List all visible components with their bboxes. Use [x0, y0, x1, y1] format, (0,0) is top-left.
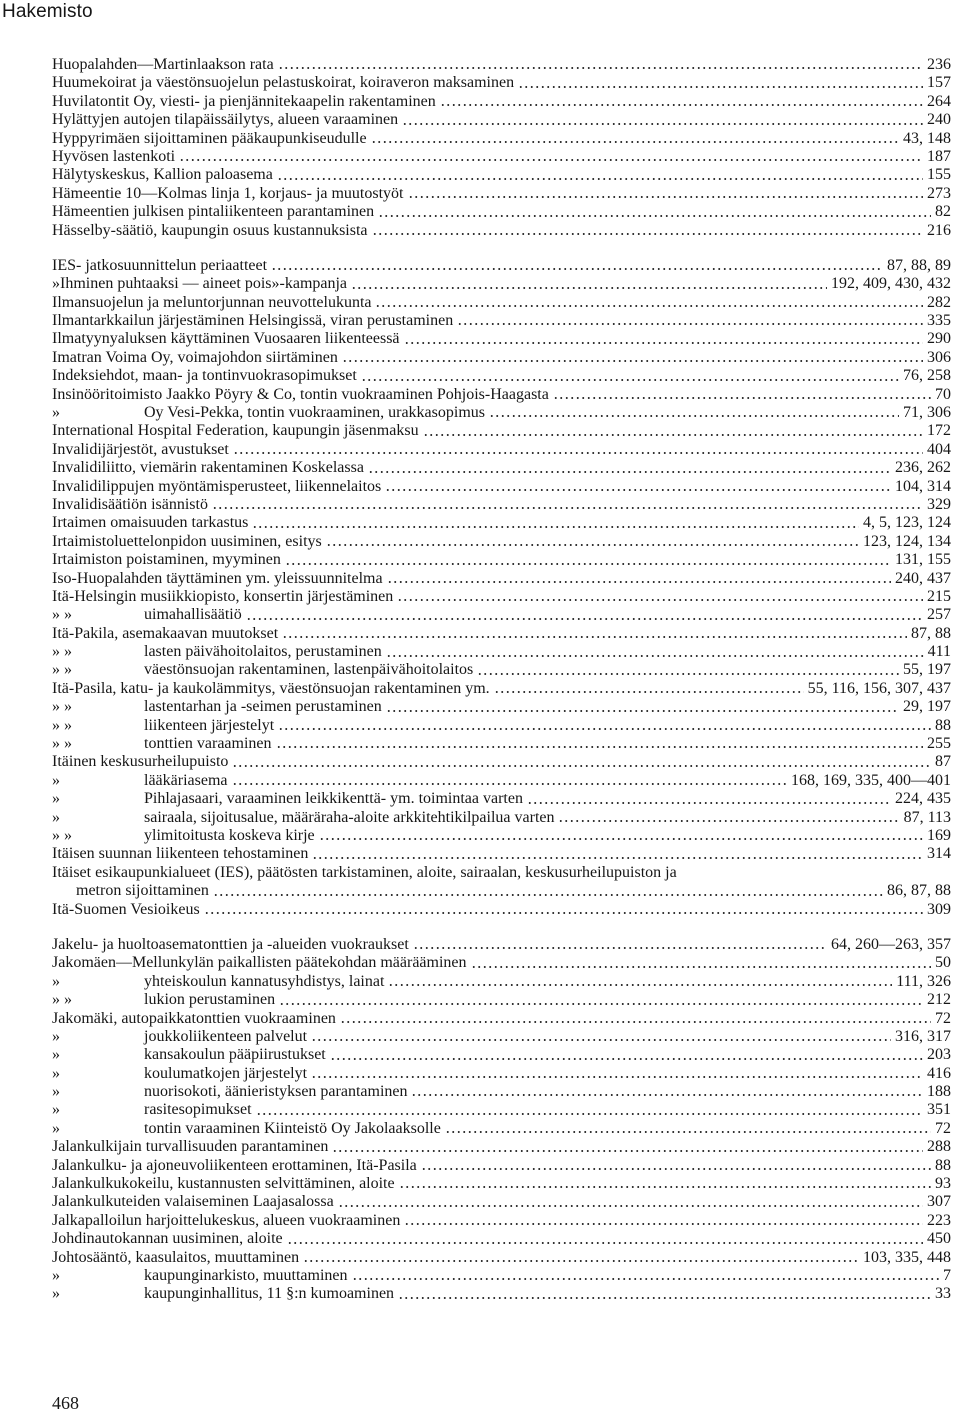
- entry-pages: 71, 306: [903, 404, 951, 422]
- index-entry: [52, 1083, 951, 1101]
- entry-pages: 93: [935, 1175, 951, 1193]
- dot-leader: [378, 214, 931, 218]
- dot-leader: [399, 1185, 931, 1189]
- entry-pages: 192, 409, 430, 432: [831, 275, 951, 293]
- dot-leader: [278, 727, 931, 731]
- index-entry: [52, 882, 951, 900]
- entry-text: Insinööritoimisto Jaakko Pöyry & Co, tontin vuokraaminen Pohjois-Haagasta: [52, 385, 549, 403]
- dot-leader: [330, 1057, 923, 1061]
- entry-text: Irtaimen omaisuuden tarkastus: [52, 514, 249, 532]
- index-entry: [52, 257, 951, 275]
- index-entry: [52, 349, 951, 367]
- dot-leader: [411, 1093, 923, 1097]
- index-entry: [52, 386, 951, 404]
- dot-leader: [386, 654, 924, 658]
- entry-text: Hämeentien julkisen pintaliikenteen parantaminen: [52, 203, 375, 221]
- entry-pages: 168, 169, 335, 400—401: [791, 771, 951, 789]
- entry-text: Invalidilippujen myöntämisperusteet, liikennelaitos: [52, 477, 382, 495]
- entry-text: Huopalahden—Martinlaakson rata: [52, 55, 274, 73]
- dot-leader: [440, 103, 923, 107]
- dot-leader: [276, 745, 923, 749]
- index-entry: [52, 680, 951, 698]
- entry-text: Hämeentie 10—Kolmas linja 1, korjaus- ja muutostyöt: [52, 184, 404, 202]
- index-entry: [52, 1065, 951, 1083]
- dot-leader: [397, 598, 923, 602]
- dot-leader: [494, 690, 804, 694]
- entry-pages: 203: [927, 1046, 951, 1064]
- index-entry: [52, 203, 951, 221]
- index-entry: [52, 643, 951, 661]
- ditto-mark: »: [52, 808, 60, 826]
- dot-leader: [553, 396, 931, 400]
- page-number: 468: [52, 1393, 79, 1413]
- entry-pages: 111, 326: [896, 972, 951, 990]
- index-entry: [52, 588, 951, 606]
- ditto-mark: »: [52, 790, 60, 808]
- entry-text: liikenteen järjestelyt: [144, 716, 275, 734]
- entry-pages: 55, 116, 156, 307, 437: [807, 679, 951, 697]
- section-gap: [52, 240, 951, 257]
- entry-pages: 64, 260—263, 357: [831, 935, 951, 953]
- entry-pages: 282: [927, 293, 951, 311]
- dot-leader: [457, 322, 923, 326]
- entry-text: Jalankulku- ja ajoneuvoliikenteen erottaminen, Itä-Pasila: [52, 1156, 417, 1174]
- ditto-mark: »: [52, 1046, 60, 1064]
- entry-pages: 72: [935, 1119, 951, 1137]
- ditto-mark: »: [52, 972, 60, 990]
- index-entry: [52, 166, 951, 184]
- dot-leader: [277, 177, 923, 181]
- entry-text: tonttien varaaminen: [144, 735, 272, 753]
- index-entry: [52, 698, 951, 716]
- dot-leader: [252, 525, 859, 529]
- dot-leader: [402, 122, 923, 126]
- index-entry: [52, 1230, 951, 1248]
- index-entry: [52, 827, 951, 845]
- ditto-mark: »: [52, 1064, 60, 1082]
- entry-text: sairaala, sijoitusalue, määräraha-aloite arkkitehtikilpailua varten: [144, 808, 555, 826]
- index-entry: [52, 514, 951, 532]
- entry-pages: 70: [935, 385, 951, 403]
- dot-leader: [371, 140, 899, 144]
- entry-text: Itäisen suunnan liikenteen tehostaminen: [52, 845, 309, 863]
- entry-pages: 411: [927, 643, 951, 661]
- index-entry: [52, 459, 951, 477]
- entry-pages: 240, 437: [895, 569, 951, 587]
- index-entry: [52, 130, 951, 148]
- entry-text: Hylättyjen autojen tilapäissäilytys, alueen varaaminen: [52, 111, 399, 129]
- entry-text: kansakoulun pääpiirustukset: [144, 1046, 326, 1064]
- entry-text: lastentarhan ja -seimen perustaminen: [144, 698, 382, 716]
- entry-text: Ilmantarkkailun järjestäminen Helsingissä, viran perustaminen: [52, 312, 454, 330]
- dot-leader: [404, 341, 923, 345]
- index-entry: [52, 772, 951, 790]
- entry-text: Ilmansuojelun ja meluntorjunnan neuvottelukunta: [52, 293, 372, 311]
- entry-pages: 7: [943, 1266, 951, 1284]
- dot-leader: [246, 617, 923, 621]
- ditto-mark: » »: [52, 643, 72, 661]
- index-entry: [52, 294, 951, 312]
- ditto-mark: »: [52, 1285, 60, 1303]
- ditto-mark: »: [52, 1027, 60, 1045]
- entry-text: International Hospital Federation, kaupungin jäsenmaksu: [52, 422, 419, 440]
- entry-pages: 212: [927, 991, 951, 1009]
- index-entry: [52, 478, 951, 496]
- index-entry: [52, 312, 951, 330]
- index-entry: [52, 496, 951, 514]
- dot-leader: [387, 580, 891, 584]
- index-entry: [52, 1120, 951, 1138]
- ditto-mark: »: [52, 1101, 60, 1119]
- entry-pages: 273: [927, 184, 951, 202]
- dot-leader: [233, 451, 923, 455]
- index-entry: [52, 991, 951, 1009]
- entry-pages: 88: [935, 716, 951, 734]
- entry-text: Irtaimistoluettelonpidon uusiminen, esitys: [52, 532, 322, 550]
- entry-pages: 329: [927, 495, 951, 513]
- index-entry: [52, 1010, 951, 1028]
- dot-leader: [421, 1167, 931, 1171]
- entry-pages: 33: [935, 1285, 951, 1303]
- entry-text: kaupunginarkisto, muuttaminen: [144, 1266, 348, 1284]
- index-entry: [52, 1285, 951, 1303]
- entry-text: Hässelby-säätiö, kaupungin osuus kustannuksista: [52, 221, 368, 239]
- dot-leader: [408, 195, 924, 199]
- entry-text: Hyppyrimäen sijoittaminen pääkaupunkiseudulle: [52, 129, 367, 147]
- entry-text: lääkäriasema: [144, 771, 228, 789]
- dot-leader: [278, 66, 923, 70]
- dot-leader: [340, 1020, 931, 1024]
- entry-text: Itäinen keskusurheilupuisto: [52, 753, 229, 771]
- index-entry: [52, 809, 951, 827]
- entry-text: Invalidisäätiön isännistö: [52, 495, 208, 513]
- entry-pages: 288: [927, 1138, 951, 1156]
- dot-leader: [282, 635, 907, 639]
- entry-text: Jakelu- ja huoltoasematonttien ja -alueiden vuokraukset: [52, 935, 409, 953]
- entry-pages: 86, 87, 88: [887, 882, 951, 900]
- entry-text: Jalkapalloilun harjoittelukeskus, alueen vuokraaminen: [52, 1211, 401, 1229]
- entry-text: Hyvösen lastenkoti: [52, 147, 176, 165]
- dot-leader: [398, 1296, 931, 1300]
- index-section: [52, 257, 951, 919]
- entry-pages: 104, 314: [895, 477, 951, 495]
- entry-pages: 309: [927, 900, 951, 918]
- entry-pages: 236: [927, 55, 951, 73]
- entry-text: Oy Vesi-Pekka, tontin vuokraaminen, urakkasopimus: [144, 404, 485, 422]
- ditto-mark: » »: [52, 716, 72, 734]
- index-entry: [52, 1267, 951, 1285]
- entry-pages: 215: [927, 587, 951, 605]
- entry-text: Huumekoirat ja väestönsuojelun pelastuskoirat, koiraveron maksaminen: [52, 74, 515, 92]
- entry-text: Jakomäen—Mellunkylän paikallisten päätekohdan määrääminen: [52, 954, 467, 972]
- entry-pages: 88: [935, 1156, 951, 1174]
- dot-leader: [311, 1075, 923, 1079]
- ditto-mark: » »: [52, 827, 72, 844]
- entry-pages: 169: [927, 827, 951, 844]
- entry-pages: 87, 88: [911, 624, 951, 642]
- dot-leader: [342, 359, 923, 363]
- index-section: [52, 56, 951, 240]
- dot-leader: [303, 1259, 859, 1263]
- dot-leader: [368, 470, 891, 474]
- index-entry: [52, 1138, 951, 1156]
- index-entry: [52, 735, 951, 753]
- entry-pages: 224, 435: [895, 790, 951, 808]
- entry-pages: 50: [935, 954, 951, 972]
- index-entry: [52, 275, 951, 293]
- entry-text: Pihlajasaari, varaaminen leikkikenttä- ym. toimintaa varten: [144, 790, 523, 808]
- index-entry: [52, 404, 951, 422]
- index-entry-wrapped-line: Itäiset esikaupunkialueet (IES), päätösten tarkistaminen, aloite, sairaalan, keskusurheilupuiston ja: [52, 863, 677, 881]
- index-entry: [52, 1046, 951, 1064]
- entry-pages: 76, 258: [903, 367, 951, 385]
- entry-pages: 335: [927, 312, 951, 330]
- entry-pages: 314: [927, 845, 951, 863]
- entry-text: Ilmatyynyaluksen käyttäminen Vuosaaren liikenteessä: [52, 330, 400, 348]
- entry-text: Jalankulkijain turvallisuuden parantaminen: [52, 1138, 329, 1156]
- dot-leader: [232, 764, 931, 768]
- dot-leader: [471, 965, 931, 969]
- index-entry: [52, 1028, 951, 1046]
- entry-pages: 131, 155: [895, 551, 951, 569]
- index-entry: [52, 56, 951, 74]
- entry-text: lasten päivähoitolaitos, perustaminen: [144, 643, 382, 661]
- entry-pages: 255: [927, 735, 951, 753]
- dot-leader: [212, 506, 923, 510]
- index-entry: [52, 533, 951, 551]
- entry-text: metron sijoittaminen: [76, 882, 209, 900]
- dot-leader: [311, 1038, 891, 1042]
- dot-leader: [319, 837, 923, 841]
- dot-leader: [256, 1112, 923, 1116]
- dot-leader: [423, 433, 923, 437]
- index-entry: [52, 1212, 951, 1230]
- dot-leader: [372, 232, 923, 236]
- entry-pages: 72: [935, 1009, 951, 1027]
- dot-leader: [386, 709, 899, 713]
- entry-pages: 416: [927, 1064, 951, 1082]
- dot-leader: [287, 1241, 923, 1245]
- dot-leader: [213, 893, 883, 897]
- entry-pages: 103, 335, 448: [863, 1248, 951, 1266]
- entry-pages: 216: [927, 221, 951, 239]
- entry-text: Indeksiehdot, maan- ja tontinvuokrasopimukset: [52, 367, 357, 385]
- entry-text: Itä-Pakila, asemakaavan muutokset: [52, 624, 279, 642]
- entry-text: Irtaimiston poistaminen, myyminen: [52, 551, 281, 569]
- dot-leader: [558, 819, 899, 823]
- ditto-mark: »: [52, 1083, 60, 1101]
- entry-text: Itä-Helsingin musiikkiopisto, konsertin järjestäminen: [52, 587, 394, 605]
- entry-text: kaupunginhallitus, 11 §:n kumoaminen: [144, 1285, 395, 1303]
- entry-pages: 87: [935, 753, 951, 771]
- entry-text: uimahallisäätiö: [144, 606, 242, 624]
- index-section: [52, 936, 951, 1304]
- dot-leader: [388, 983, 892, 987]
- index-entry: [52, 422, 951, 440]
- ditto-mark: »: [52, 771, 60, 789]
- ditto-mark: » »: [52, 735, 72, 753]
- index-entry: [52, 570, 951, 588]
- dot-leader: [232, 782, 788, 786]
- ditto-mark: » »: [52, 606, 72, 624]
- entry-text: Jalankulkukokeilu, kustannusten selvittäminen, aloite: [52, 1175, 395, 1193]
- entry-text: »Ihminen puhtaaksi — aineet pois»-kampanja: [52, 275, 348, 293]
- index-entry: [52, 717, 951, 735]
- dot-leader: [518, 85, 923, 89]
- dot-leader: [375, 304, 923, 308]
- index-entry: [52, 222, 951, 240]
- index-entry: [52, 845, 951, 863]
- index-entry: [52, 367, 951, 385]
- dot-leader: [285, 562, 891, 566]
- index-entry: [52, 1175, 951, 1193]
- entry-pages: 172: [927, 422, 951, 440]
- ditto-mark: » »: [52, 698, 72, 716]
- index-entry: [52, 185, 951, 203]
- entry-pages: 223: [927, 1211, 951, 1229]
- dot-leader: [338, 1204, 923, 1208]
- dot-leader: [527, 801, 891, 805]
- entry-pages: 240: [927, 111, 951, 129]
- dot-leader: [413, 946, 827, 950]
- ditto-mark: »: [52, 1119, 60, 1137]
- page-header: Hakemisto: [2, 1, 93, 22]
- dot-leader: [326, 543, 859, 547]
- index-entry: [52, 441, 951, 459]
- index-entry: [52, 93, 951, 111]
- entry-pages: 306: [927, 348, 951, 366]
- index-entry: [52, 901, 951, 919]
- index-entry: [52, 148, 951, 166]
- entry-pages: 187: [927, 147, 951, 165]
- dot-leader: [489, 414, 899, 418]
- entry-pages: 87, 113: [903, 808, 951, 826]
- index-entry: [52, 1101, 951, 1119]
- entry-pages: 351: [927, 1101, 951, 1119]
- entry-text: ylimitoitusta koskeva kirje: [144, 827, 315, 844]
- entry-pages: 257: [927, 606, 951, 624]
- entry-pages: 29, 197: [903, 698, 951, 716]
- ditto-mark: » »: [52, 661, 72, 679]
- entry-text: Johdinautokannan uusiminen, aloite: [52, 1230, 283, 1248]
- index-entry: [52, 973, 951, 991]
- entry-text: Jakomäki, autopaikkatonttien vuokraaminen: [52, 1009, 336, 1027]
- entry-pages: 55, 197: [903, 661, 951, 679]
- dot-leader: [312, 856, 923, 860]
- entry-text: joukkoliikenteen palvelut: [144, 1027, 308, 1045]
- dot-leader: [351, 286, 827, 290]
- entry-text: Hälytyskeskus, Kallion paloasema: [52, 166, 273, 184]
- entry-pages: 82: [935, 203, 951, 221]
- entry-text: Itä-Pasila, katu- ja kaukolämmitys, väestönsuojan rakentaminen ym.: [52, 679, 490, 697]
- entry-pages: 188: [927, 1083, 951, 1101]
- entry-text: Huvilatontit Oy, viesti- ja pienjännitekaapelin rakentaminen: [52, 92, 436, 110]
- index-entry: [52, 111, 951, 129]
- entry-pages: 290: [927, 330, 951, 348]
- dot-leader: [271, 267, 883, 271]
- index-entry: [52, 551, 951, 569]
- entry-pages: 87, 88, 89: [887, 256, 951, 274]
- entry-text: IES- jatkosuunnittelun periaatteet: [52, 256, 268, 274]
- entry-text: nuorisokoti, äänieristyksen parantaminen: [144, 1083, 408, 1101]
- entry-text: Iso-Huopalahden täyttäminen ym. yleissuunnitelma: [52, 569, 383, 587]
- entry-pages: 43, 148: [903, 129, 951, 147]
- entry-text: Itä-Suomen Vesioikeus: [52, 900, 200, 918]
- entry-pages: 404: [927, 440, 951, 458]
- index-entry: [52, 606, 951, 624]
- section-gap: [52, 919, 951, 936]
- entry-text: Invalidiliitto, viemärin rakentaminen Koskelassa: [52, 459, 364, 477]
- index-entry: [52, 1193, 951, 1211]
- entry-pages: 307: [927, 1193, 951, 1211]
- entry-pages: 236, 262: [895, 459, 951, 477]
- entry-pages: 155: [927, 166, 951, 184]
- ditto-mark: »: [52, 404, 60, 422]
- index-entry: [52, 753, 951, 771]
- dot-leader: [352, 1277, 939, 1281]
- entry-pages: 450: [927, 1230, 951, 1248]
- entry-pages: 316, 317: [895, 1027, 951, 1045]
- entry-pages: 4, 5, 123, 124: [863, 514, 951, 532]
- dot-leader: [385, 488, 891, 492]
- index-entry: [52, 790, 951, 808]
- entry-text: Johtosääntö, kaasulaitos, muuttaminen: [52, 1248, 300, 1266]
- index-entry: [52, 936, 951, 954]
- dot-leader: [361, 378, 899, 382]
- dot-leader: [477, 672, 899, 676]
- dot-leader: [204, 911, 923, 915]
- entry-text: väestönsuojan rakentaminen, lastenpäivähoitolaitos: [144, 661, 474, 679]
- index-entry: [52, 74, 951, 92]
- entry-pages: 157: [927, 74, 951, 92]
- index-entry: [52, 662, 951, 680]
- entry-text: Jalankulkuteiden valaiseminen Laajasalossa: [52, 1193, 334, 1211]
- entry-text: Invalidijärjestöt, avustukset: [52, 440, 229, 458]
- entry-pages: 264: [927, 92, 951, 110]
- entry-text: koulumatkojen järjestelyt: [144, 1064, 308, 1082]
- index-entry: [52, 1157, 951, 1175]
- ditto-mark: » »: [52, 991, 72, 1009]
- entry-text: rasitesopimukset: [144, 1101, 252, 1119]
- dot-leader: [179, 158, 923, 162]
- index-entry: [52, 330, 951, 348]
- index-entry: [52, 954, 951, 972]
- dot-leader: [332, 1149, 923, 1153]
- entry-text: lukion perustaminen: [144, 991, 276, 1009]
- dot-leader: [404, 1222, 923, 1226]
- dot-leader: [445, 1130, 931, 1134]
- index-entry: [52, 1249, 951, 1267]
- index-list: [52, 56, 951, 1304]
- index-entry: [52, 625, 951, 643]
- entry-text: Imatran Voima Oy, voimajohdon siirtäminen: [52, 348, 338, 366]
- entry-pages: 123, 124, 134: [863, 532, 951, 550]
- entry-text: tontin varaaminen Kiinteistö Oy Jakolaaksolle: [144, 1119, 441, 1137]
- dot-leader: [279, 1002, 923, 1006]
- entry-text: yhteiskoulun kannatusyhdistys, lainat: [144, 972, 385, 990]
- ditto-mark: »: [52, 1266, 60, 1284]
